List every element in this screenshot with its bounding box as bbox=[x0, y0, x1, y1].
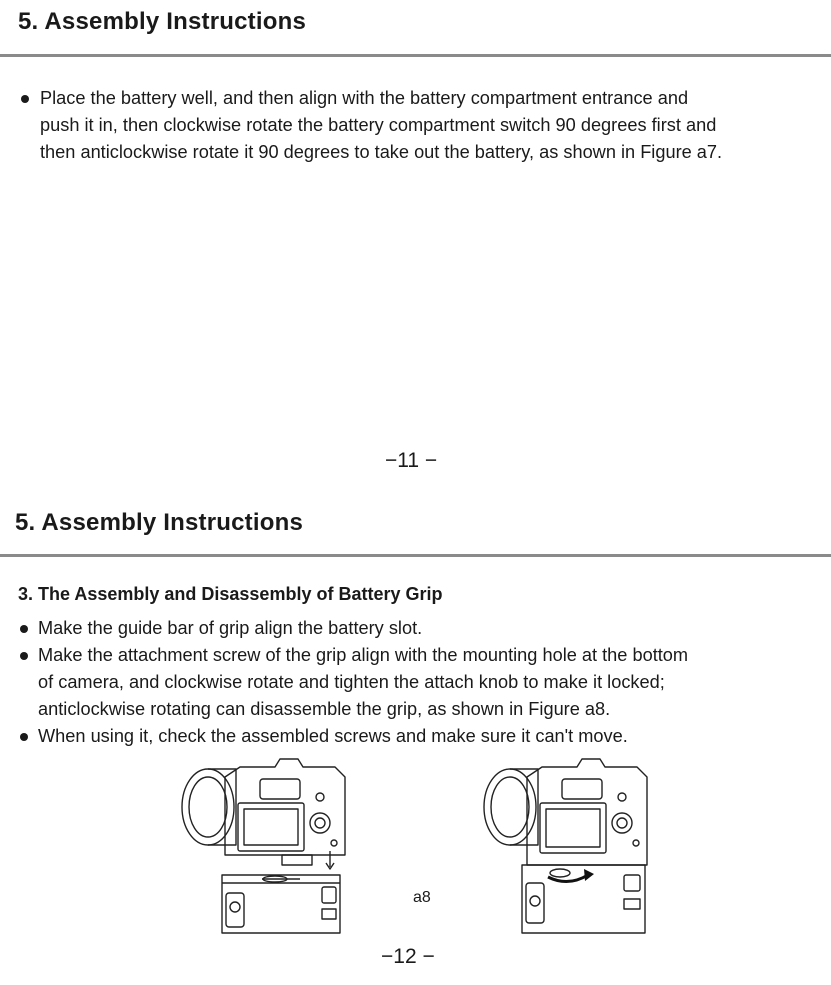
page2-bullet-2-line-3: anticlockwise rotating can disassemble the grip, as shown in Figure a8. bbox=[38, 699, 611, 719]
page2-bullet-1-line-1: Make the guide bar of grip align the battery slot. bbox=[38, 618, 423, 638]
page2-bullet-3-line-1: When using it, check the assembled screws and make sure it can't move. bbox=[38, 726, 628, 746]
page2-bullet-dot-1 bbox=[20, 625, 28, 633]
page2-bullet-dot-2 bbox=[20, 652, 28, 660]
figure-a8-illustrations bbox=[0, 755, 831, 940]
page2-heading: 5. Assembly Instructions bbox=[15, 509, 303, 536]
camera-illustration-left bbox=[182, 759, 345, 933]
page1-bullet-line-2: push it in, then clockwise rotate the battery compartment switch 90 degrees first and bbox=[40, 115, 717, 135]
page2-bullet-2-line-1: Make the attachment screw of the grip align with the mounting hole at the bottom bbox=[38, 645, 689, 665]
page2-heading-rule bbox=[0, 554, 831, 557]
camera-illustration-right bbox=[484, 759, 647, 933]
page1-bullet-line-3: then anticlockwise rotate it 90 degrees to take out the battery, as shown in Figure a7. bbox=[40, 142, 723, 162]
figure-a8-label: a8 bbox=[413, 889, 431, 906]
page1-page-number: −11 − bbox=[385, 449, 438, 472]
page1-bullet-dot bbox=[21, 95, 29, 103]
page2-subheading: 3. The Assembly and Disassembly of Battery Grip bbox=[18, 584, 443, 604]
page1-heading-rule bbox=[0, 54, 831, 57]
page1-bullet-line-1: Place the battery well, and then align with the battery compartment entrance and bbox=[40, 88, 689, 108]
page1-heading: 5. Assembly Instructions bbox=[18, 8, 306, 35]
page2-bullet-dot-3 bbox=[20, 733, 28, 741]
page2-page-number: −12 − bbox=[381, 945, 435, 968]
page2-bullet-2-line-2: of camera, and clockwise rotate and tighten the attach knob to make it locked; bbox=[38, 672, 665, 692]
